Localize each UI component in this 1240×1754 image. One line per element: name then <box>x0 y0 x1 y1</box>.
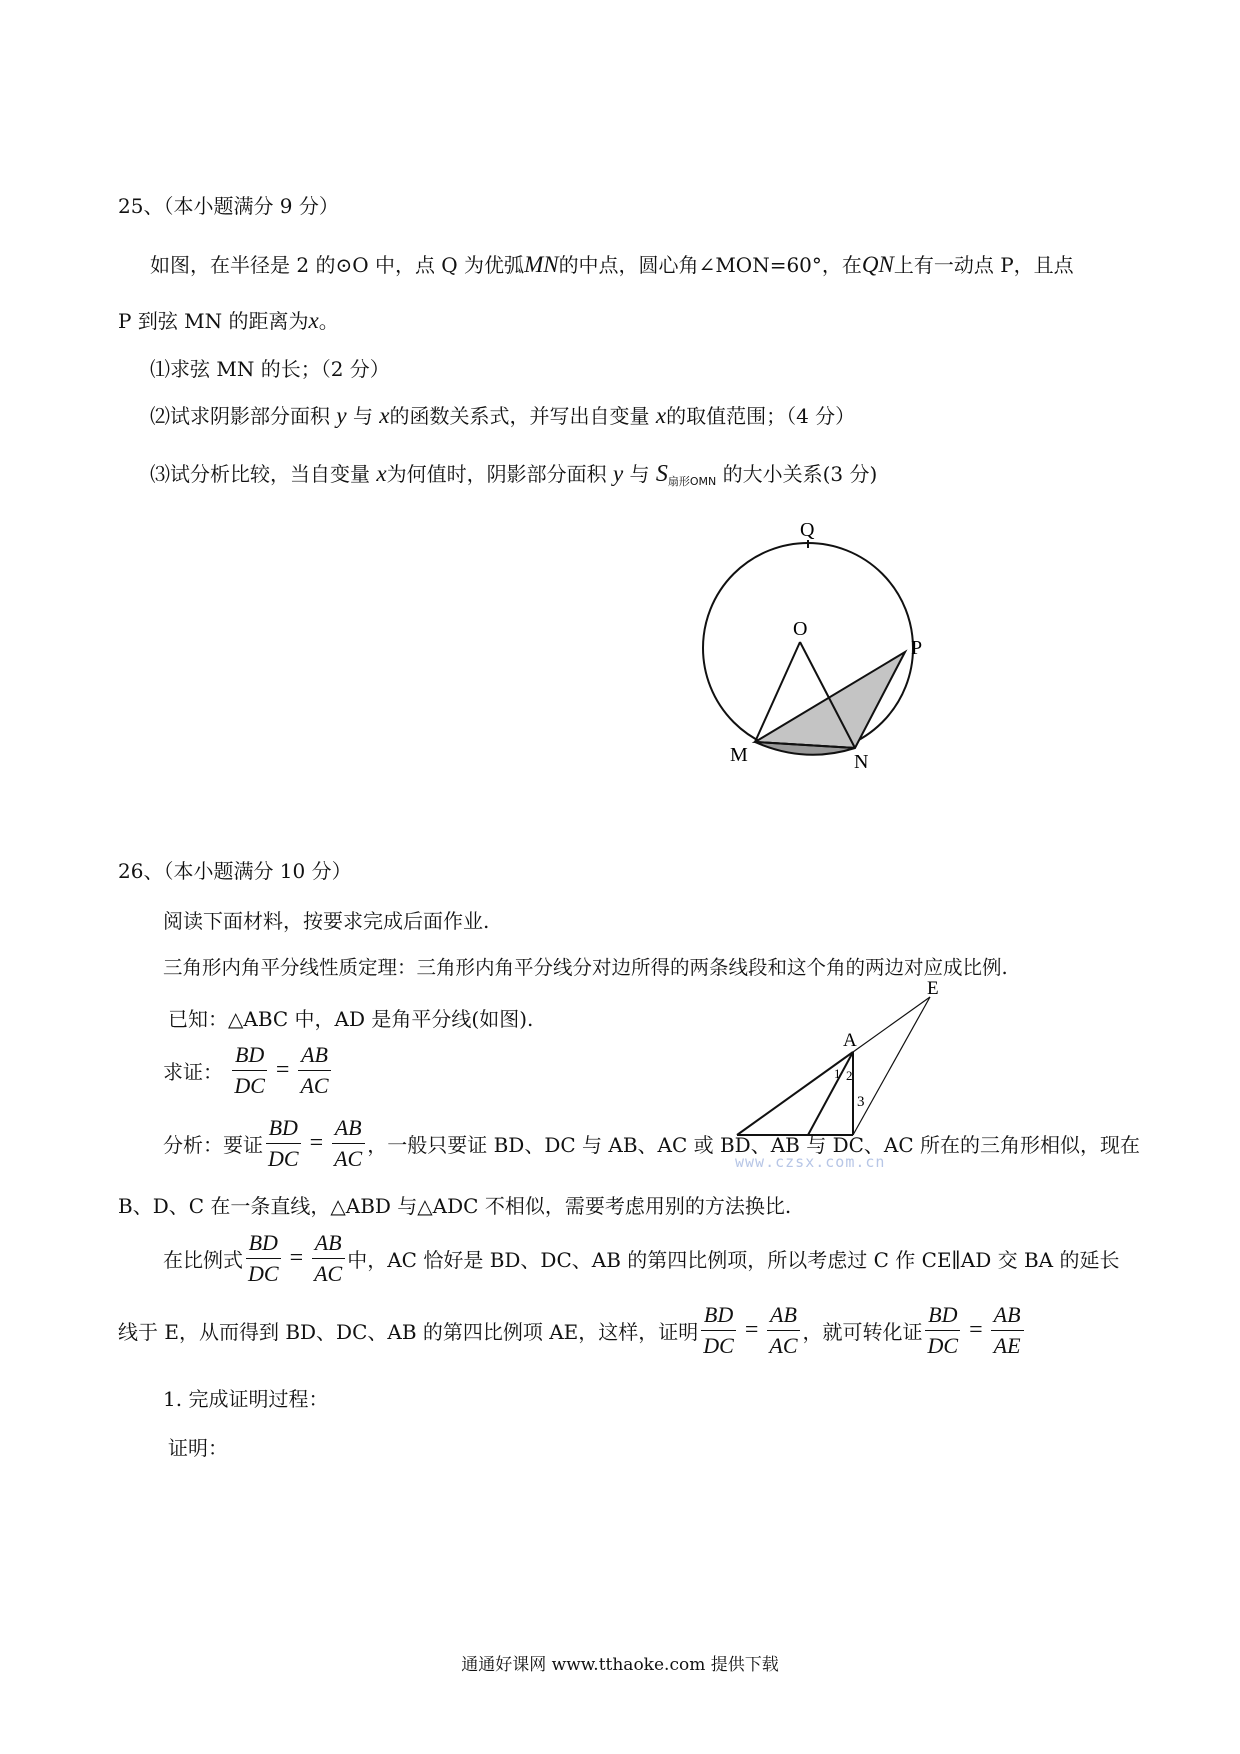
q25-sub2: ⑵试求阴影部分面积 y 与 x的函数关系式，并写出自变量 x的取值范围；（4 分） <box>150 403 856 428</box>
watermark: www.czsx.com.cn <box>735 1153 886 1171</box>
q26-analysis-line2: B、D、C 在一条直线，△ABD 与△ADC 不相似，需要考虑用别的方法换比. <box>118 1194 792 1218</box>
q26-ratio-line2: 线于 E，从而得到 BD、DC、AB 的第四比例项 AE，这样，证明 $\frac{BD}{DC}$ = $\frac{AB}{AC}$ ，就可转化证 $\frac{BD}{DC}$ = $\frac{AB}{AE}$ <box>118 1300 1026 1361</box>
label-m: M <box>730 744 748 766</box>
label-3: 3 <box>857 1094 865 1110</box>
arc-qn: QN <box>861 252 894 277</box>
q25-para-line2: P 到弦 MN 的距离为x。 <box>118 308 339 333</box>
sector-subscript: 扇形OMN <box>667 475 717 488</box>
label-1: 1 <box>834 1066 841 1081</box>
q25-para-line1: 如图，在半径是 2 的⊙O 中，点 Q 为优弧MN的中点，圆心角∠MON=60°，在QN上有一动点 P，且点 <box>150 252 1074 277</box>
line-ae <box>853 997 930 1052</box>
q25-heading: 25、（本小题满分 9 分） <box>118 194 339 218</box>
q26-theorem: 三角形内角平分线性质定理：三角形内角平分线分对边所得的两条线段和这个角的两边对应成比例. <box>163 956 1008 979</box>
q26-prove: 求证： $\frac{BD}{DC}$ = $\frac{AB}{AC}$ <box>163 1040 334 1101</box>
label-q: Q <box>800 520 815 541</box>
q26-analysis-line1: 分析：要证 $\frac{BD}{DC}$ = $\frac{AB}{AC}$ ，一般只要证 BD、DC 与 AB、AC 或 BD、AB 与 DC、AC 所在的三角形相似，现在 <box>163 1115 1141 1171</box>
q25-circle-figure <box>660 520 960 790</box>
label-n: N <box>854 751 869 773</box>
q26-intro: 阅读下面材料，按要求完成后面作业. <box>163 909 490 933</box>
q26-heading: 26、（本小题满分 10 分） <box>118 859 352 883</box>
label-2: 2 <box>846 1068 853 1083</box>
label-p: P <box>911 637 923 659</box>
q26-task1: 1. 完成证明过程： <box>163 1387 329 1411</box>
q25-sub3: ⑶试分析比较，当自变量 x为何值时，阴影部分面积 y 与 $S_{扇形OMN}$ 的大小关系(3 分) <box>150 461 878 488</box>
q26-ratio-line1: 在比例式 $\frac{BD}{DC}$ = $\frac{AB}{AC}$ 中，AC 恰好是 BD、DC、AB 的第四比例项，所以考虑过 C 作 CE∥AD 交 BA 的延长 <box>163 1230 1120 1286</box>
q25-sub1: ⑴求弦 MN 的长；（2 分） <box>150 357 390 381</box>
q26-given: 已知：△ABC 中，AD 是角平分线(如图). <box>168 1007 534 1031</box>
page-footer: 通通好课网 www.tthaoke.com 提供下载 <box>461 1655 779 1675</box>
arc-mn: MN <box>524 252 559 277</box>
q26-proof-label: 证明： <box>168 1436 228 1460</box>
label-o: O <box>793 618 808 640</box>
label-e: E <box>927 980 939 999</box>
label-a: A <box>843 1030 857 1051</box>
